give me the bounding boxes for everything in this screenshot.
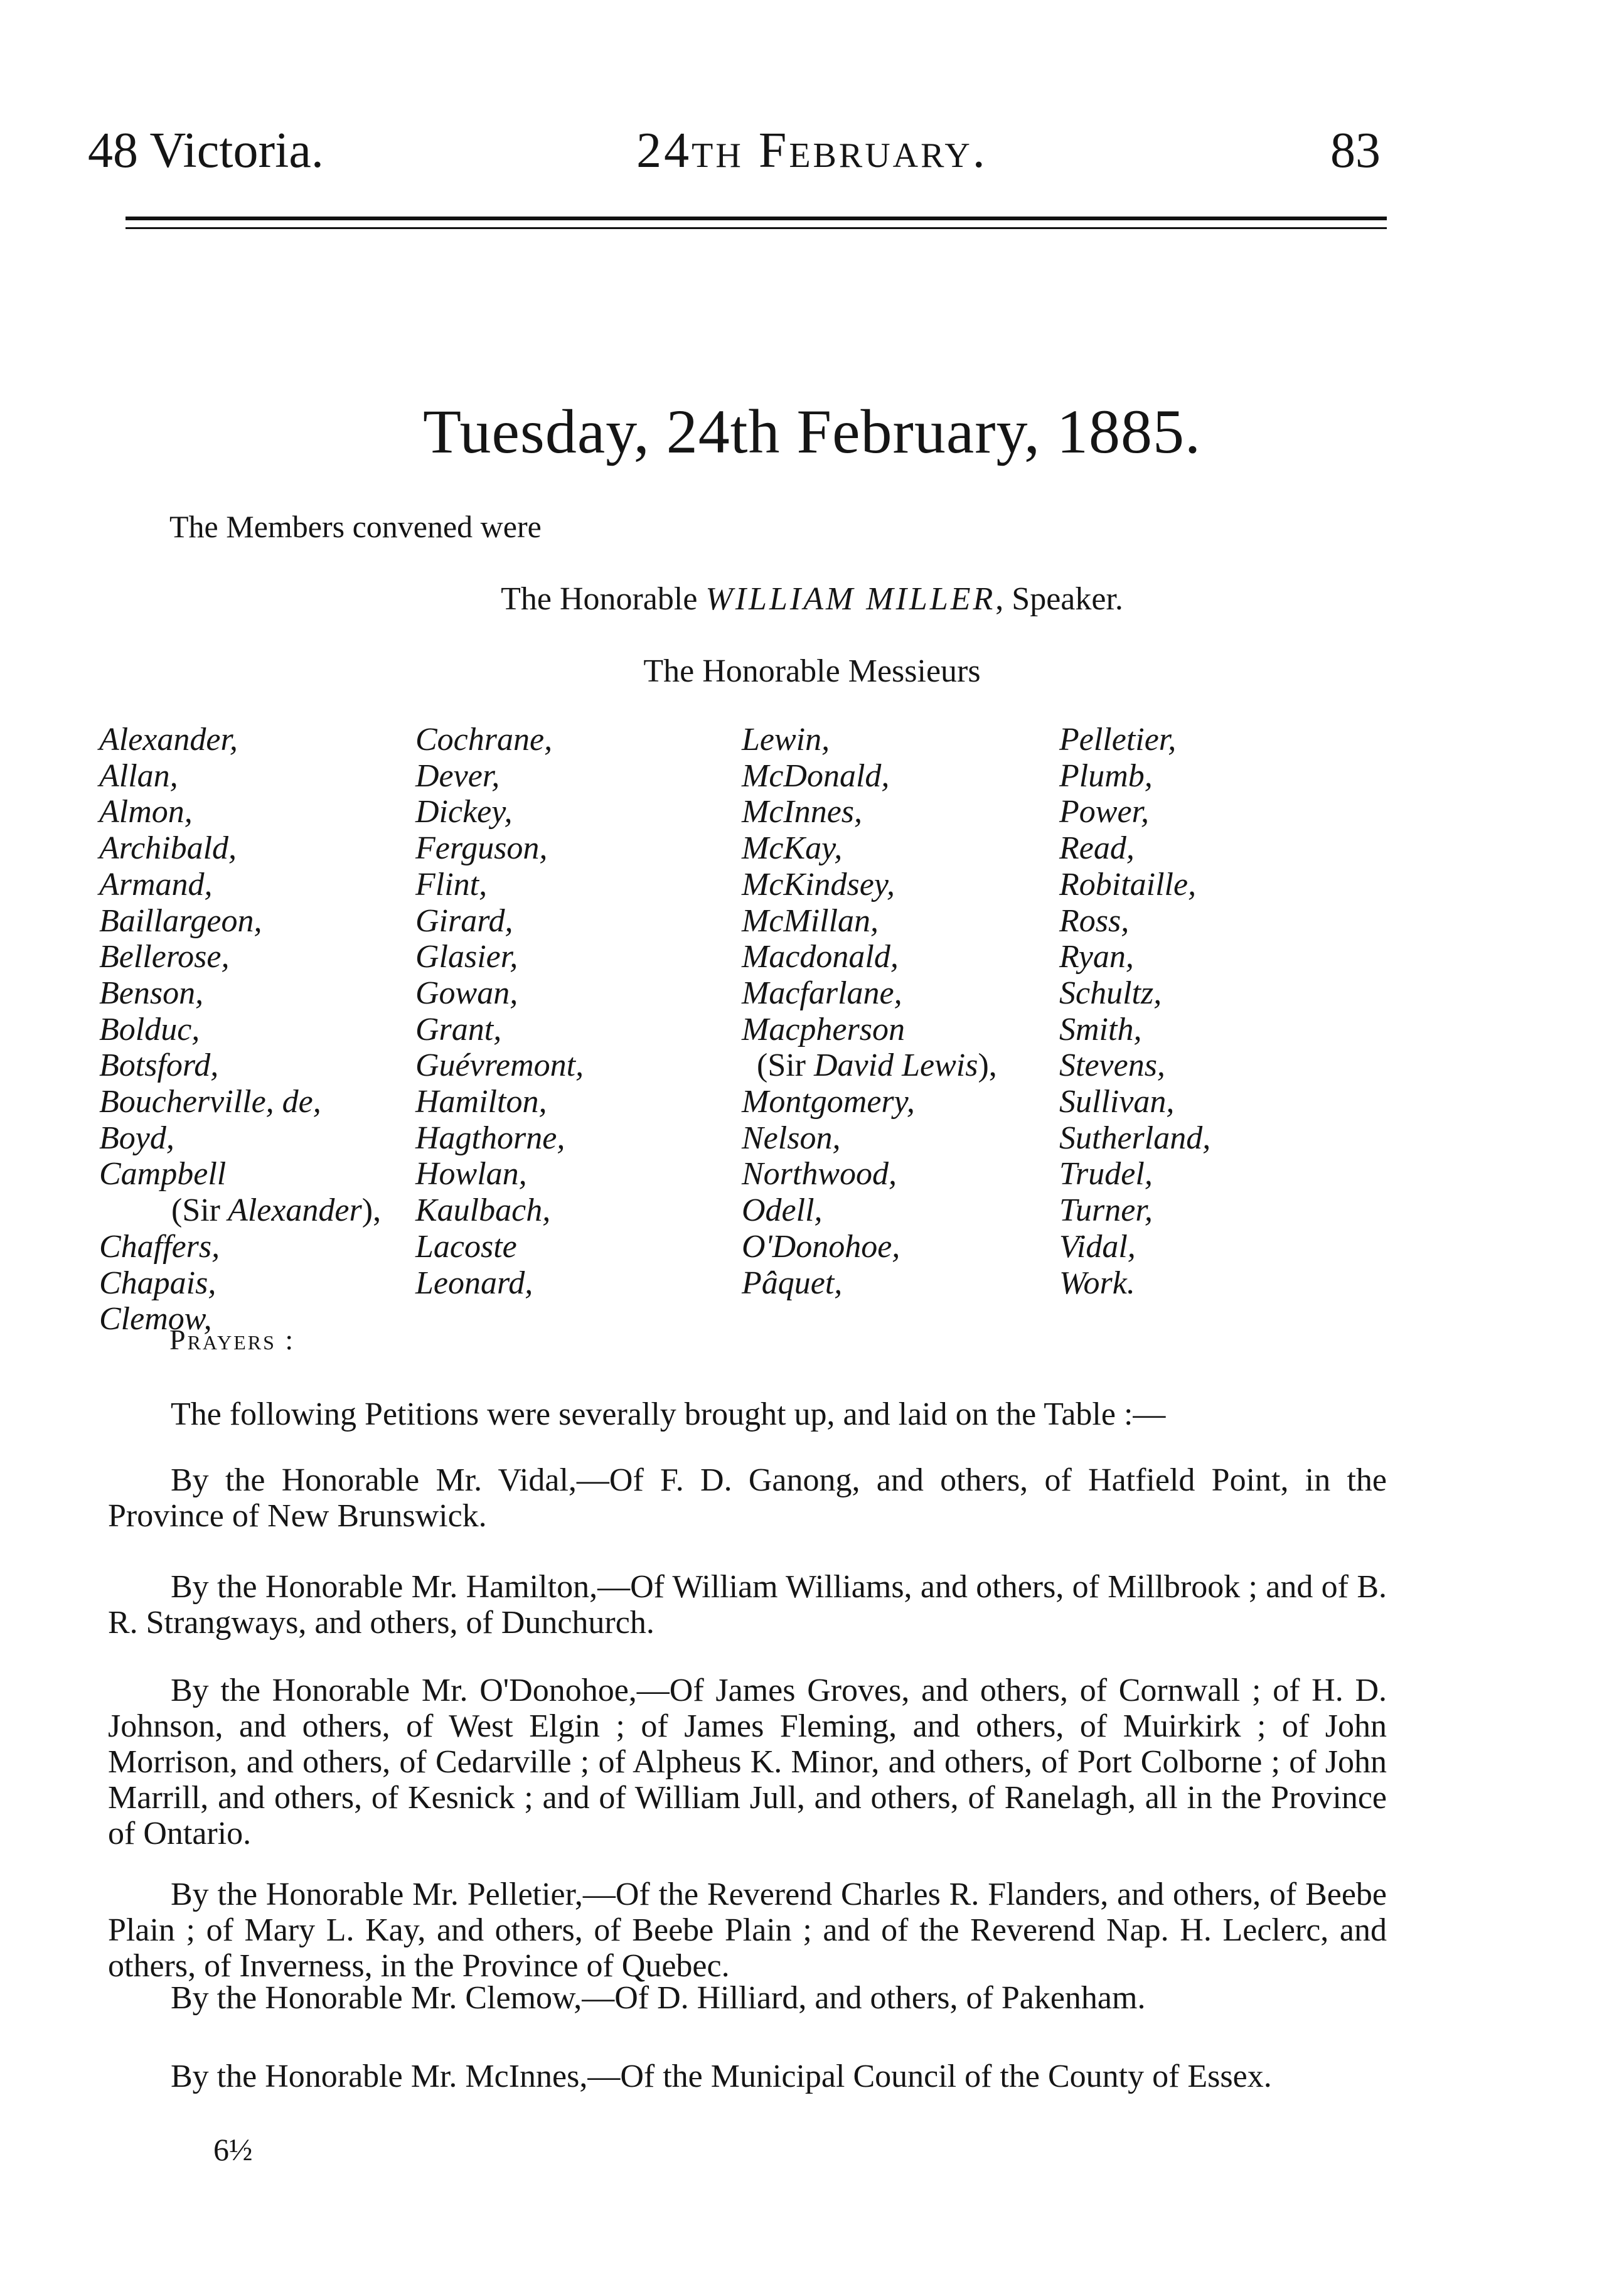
speaker-name: WILLIAM MILLER: [705, 581, 996, 617]
member-name: Bolduc,: [99, 1011, 200, 1047]
member-name: Montgomery,: [742, 1084, 915, 1120]
petition-paragraph: By the Honorable Mr. Clemow,—Of D. Hilliard, and others, of Pakenham.: [171, 1980, 1146, 2016]
petition-paragraph: By the Honorable Mr. McInnes,—Of the Municipal Council of the County of Essex.: [171, 2059, 1272, 2094]
member-name: Hagthorne,: [415, 1120, 565, 1156]
speaker-line: [0, 581, 1624, 618]
member-name: McKindsey,: [742, 866, 895, 902]
member-name: McDonald,: [742, 758, 890, 794]
member-name: Pâquet,: [742, 1265, 843, 1301]
member-name: Kaulbach,: [415, 1192, 551, 1229]
member-name: Benson,: [99, 975, 204, 1011]
header-rule-thin: [126, 227, 1387, 229]
member-name: Chaffers,: [99, 1228, 220, 1265]
prayers-heading: Prayers :: [169, 1324, 296, 1356]
member-name: Hamilton,: [415, 1084, 547, 1120]
member-name: Campbell: [99, 1156, 227, 1192]
sitting-date-title: Tuesday, 24th February, 1885.: [422, 397, 1202, 466]
member-name: Schultz,: [1059, 975, 1162, 1011]
member-name: Bellerose,: [99, 939, 230, 975]
member-name: Flint,: [415, 866, 488, 902]
members-convened-line: The Members convened were: [169, 509, 542, 544]
member-name: Archibald,: [99, 830, 237, 867]
petition-paragraph: By the Honorable Mr. Hamilton,—Of William Williams, and others, of Millbrook ; and of B. R. Strangways, and others, of Dunchurch.: [108, 1569, 1387, 1641]
member-name: Botsford,: [99, 1047, 219, 1084]
member-name: Cochrane,: [415, 722, 553, 758]
header-rule-thick: [126, 217, 1387, 220]
member-name: Macpherson: [742, 1011, 905, 1047]
member-name: Stevens,: [1059, 1047, 1165, 1084]
member-name: Clemow,: [99, 1301, 212, 1337]
member-name: Pelletier,: [1059, 722, 1177, 758]
member-name: McInnes,: [742, 794, 863, 830]
member-name: Gowan,: [415, 975, 518, 1011]
member-name: Ryan,: [1059, 939, 1134, 975]
member-name: Armand,: [99, 866, 213, 902]
member-name: Girard,: [415, 902, 513, 939]
running-head-date: 24th February.: [636, 123, 988, 178]
running-head-left: 48 Victoria.: [88, 123, 324, 178]
members-column-2: [415, 722, 584, 1301]
member-name: Nelson,: [742, 1120, 841, 1156]
member-name: Grant,: [415, 1011, 502, 1047]
member-name: Howlan,: [415, 1156, 527, 1192]
member-name: Ferguson,: [415, 830, 548, 867]
member-name: Dever,: [415, 758, 500, 794]
member-name: Dickey,: [415, 794, 513, 830]
member-name: Lewin,: [742, 722, 830, 758]
member-name: Chapais,: [99, 1265, 216, 1301]
petition-paragraph: By the Honorable Mr. Vidal,—Of F. D. Ganong, and others, of Hatfield Point, in the Province of New Brunswick.: [108, 1462, 1387, 1534]
member-name: McKay,: [742, 830, 843, 867]
member-name: Northwood,: [742, 1156, 897, 1192]
member-name: Almon,: [99, 794, 193, 830]
member-name: Smith,: [1059, 1011, 1142, 1047]
member-name: Glasier,: [415, 939, 518, 975]
members-column-1: [99, 722, 381, 1337]
member-name: Macdonald,: [742, 939, 899, 975]
member-name: Guévremont,: [415, 1047, 584, 1084]
member-name: Ross,: [1059, 902, 1130, 939]
speaker-suffix: , Speaker.: [995, 581, 1123, 617]
signature-mark: 6½: [213, 2132, 253, 2167]
members-column-3: [742, 722, 997, 1301]
member-name: Boyd,: [99, 1120, 174, 1156]
petition-paragraph: By the Honorable Mr. Pelletier,—Of the Reverend Charles R. Flanders, and others, of Beebe Plain ; of Mary L. Kay, and others, of Beebe Plain ; and of the Reverend Nap. H. Leclerc, and others, of Inverness, in the Province of Quebec.: [108, 1877, 1387, 1984]
member-name-continuation: (Sir Alexander),: [171, 1192, 382, 1229]
member-name: McMillan,: [742, 902, 879, 939]
member-name: Read,: [1059, 830, 1135, 867]
member-name: Vidal,: [1059, 1228, 1136, 1265]
page-number: 83: [1330, 123, 1381, 178]
member-name: Plumb,: [1059, 758, 1153, 794]
member-name: Sutherland,: [1059, 1120, 1211, 1156]
member-name: Boucherville, de,: [99, 1084, 321, 1120]
member-name: Lacoste: [415, 1228, 517, 1265]
member-name-continuation: (Sir David Lewis),: [757, 1047, 997, 1084]
messieurs-heading: The Honorable Messieurs: [643, 653, 981, 689]
member-name: Work.: [1059, 1265, 1135, 1301]
member-name: Alexander,: [99, 722, 238, 758]
member-name: Sullivan,: [1059, 1084, 1175, 1120]
member-name: O'Donohoe,: [742, 1228, 900, 1265]
member-name: Trudel,: [1059, 1156, 1153, 1192]
members-column-4: [1059, 722, 1210, 1301]
member-name: Robitaille,: [1059, 866, 1197, 902]
member-name: Leonard,: [415, 1265, 533, 1301]
member-name: Allan,: [99, 758, 178, 794]
member-name: Macfarlane,: [742, 975, 902, 1011]
member-name: Odell,: [742, 1192, 823, 1229]
petitions-intro: The following Petitions were severally brought up, and laid on the Table :—: [171, 1396, 1166, 1432]
member-name: Power,: [1059, 794, 1149, 830]
member-name: Baillargeon,: [99, 902, 262, 939]
speaker-prefix: The Honorable: [501, 581, 698, 617]
petition-paragraph: By the Honorable Mr. O'Donohoe,—Of James Groves, and others, of Cornwall ; of H. D. Johnson, and others, of West Elgin ; of James Fleming, and others, of Muirkirk ; of John Morrison, and others, of Cedarville ; of Alpheus K. Minor, and others, of Port Colborne ; of John Marrill, and others, of Kesnick ; and of William Jull, and others, of Ranelagh, all in the Province of Ontario.: [108, 1673, 1387, 1851]
member-name: Turner,: [1059, 1192, 1153, 1229]
